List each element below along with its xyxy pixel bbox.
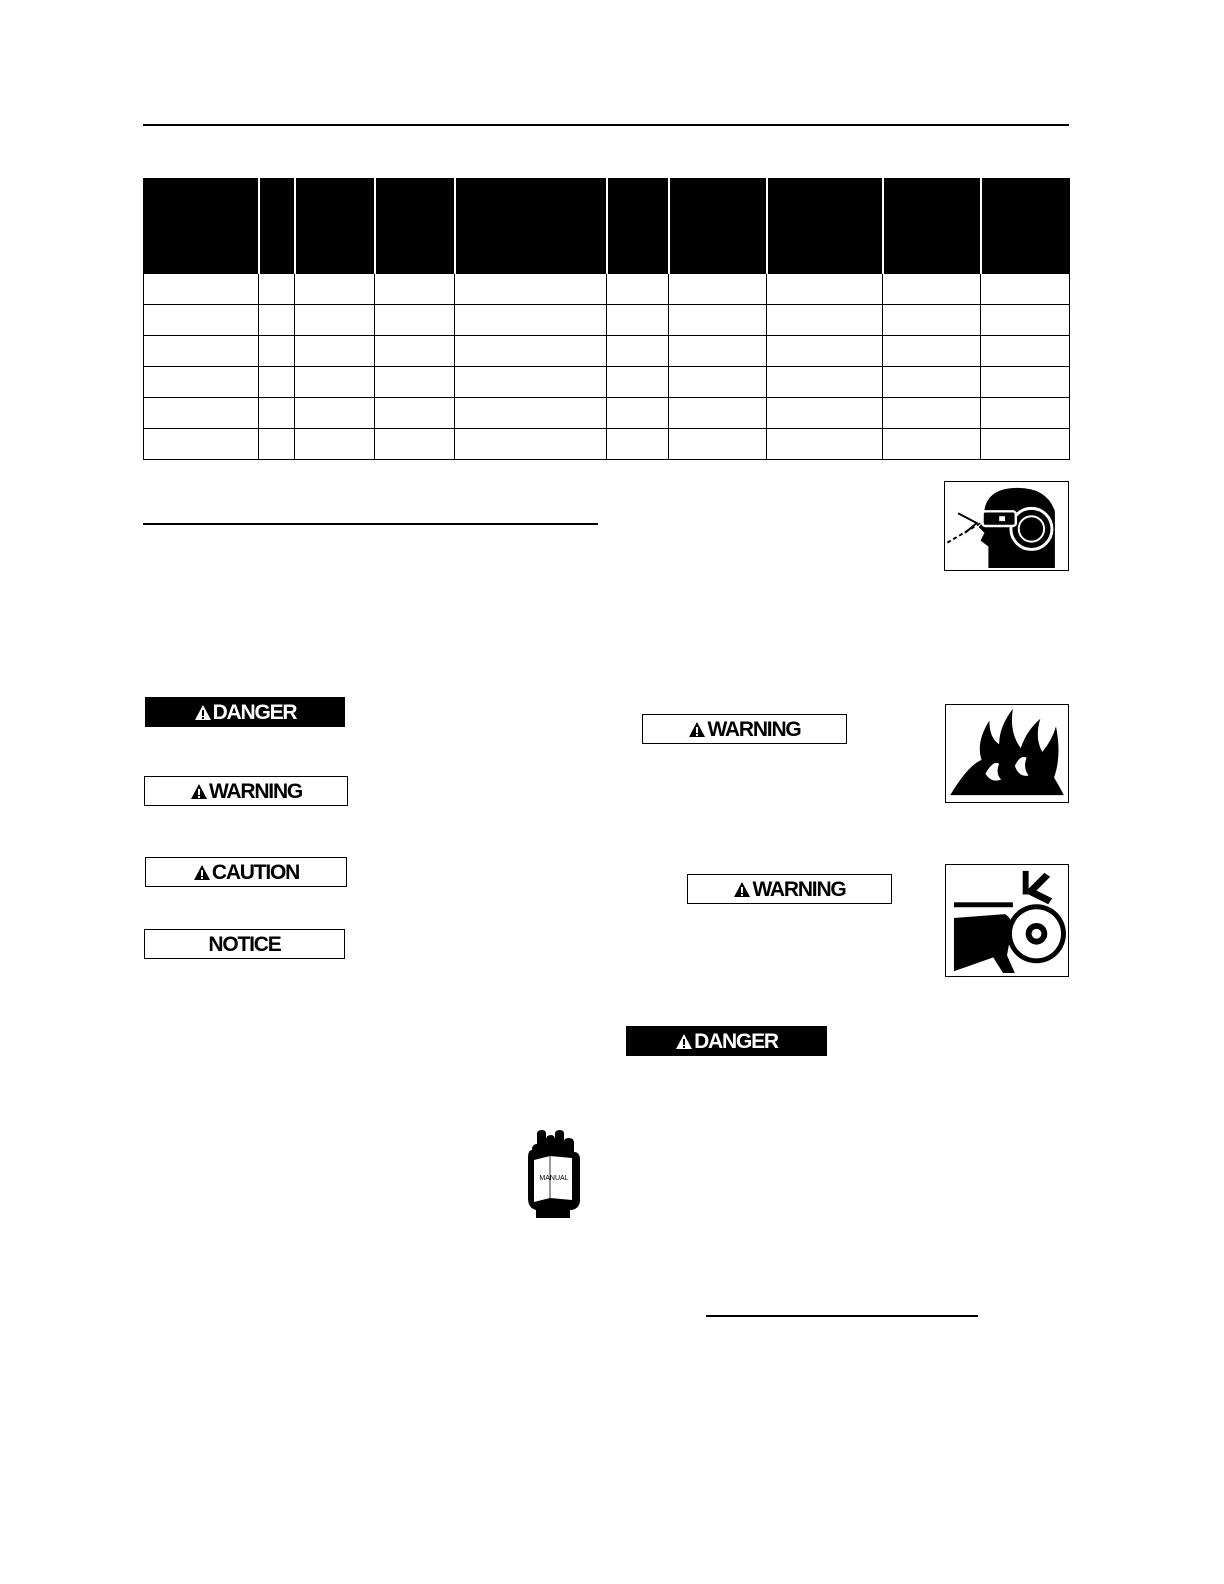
manual-icon-text: MANUAL [539, 1175, 569, 1182]
table-cell [455, 336, 607, 367]
table-cell [144, 398, 259, 429]
section-heading-underline [143, 523, 598, 525]
warning-label-text: WARNING [208, 779, 303, 803]
table-cell [883, 429, 981, 460]
table-cell [455, 367, 607, 398]
table-cell [669, 398, 767, 429]
warning-triangle-icon [733, 881, 751, 898]
section-underline-right [706, 1315, 978, 1317]
table-header-cell [295, 179, 375, 274]
table-cell [669, 274, 767, 305]
caution-label [145, 857, 347, 887]
table-row [144, 336, 1070, 367]
danger-label-text: DANGER [212, 700, 297, 724]
table-cell [883, 367, 981, 398]
table-row [144, 367, 1070, 398]
table-cell [259, 398, 295, 429]
table-cell [144, 367, 259, 398]
notice-label [144, 929, 345, 959]
table-cell [607, 367, 669, 398]
table-cell [607, 398, 669, 429]
table-cell [607, 274, 669, 305]
table-cell [259, 429, 295, 460]
table-cell [669, 305, 767, 336]
table-cell [455, 429, 607, 460]
warning-triangle-icon [675, 1033, 693, 1050]
table-cell [259, 305, 295, 336]
warning-triangle-icon [190, 783, 208, 800]
table-cell [883, 274, 981, 305]
danger-label [145, 697, 345, 727]
fire-hazard-icon [945, 704, 1069, 803]
table-cell [375, 336, 455, 367]
table-cell [295, 305, 375, 336]
table-cell [295, 429, 375, 460]
table-cell [295, 398, 375, 429]
table-cell [883, 336, 981, 367]
warning-triangle-icon [193, 864, 211, 881]
table-header-cell [259, 179, 295, 274]
table-header-cell [767, 179, 883, 274]
table-row [144, 305, 1070, 336]
table-cell [669, 336, 767, 367]
table-cell [144, 429, 259, 460]
eye-and-ear-protection-icon [944, 481, 1069, 571]
table-cell [455, 305, 607, 336]
table-cell [455, 274, 607, 305]
hand-entanglement-icon [945, 864, 1069, 977]
table-cell [981, 305, 1070, 336]
table-cell [375, 429, 455, 460]
table-cell [981, 274, 1070, 305]
header-rule [143, 124, 1069, 126]
table-cell [981, 336, 1070, 367]
table-row [144, 274, 1070, 305]
table-cell [883, 398, 981, 429]
notice-label-text: NOTICE [208, 932, 281, 956]
table-cell [259, 274, 295, 305]
specification-table [143, 178, 1070, 460]
table-cell [144, 305, 259, 336]
table-cell [767, 367, 883, 398]
table-cell [144, 336, 259, 367]
table-cell [981, 429, 1070, 460]
table-cell [981, 398, 1070, 429]
table-cell [767, 429, 883, 460]
danger-label-2 [626, 1026, 827, 1056]
table-cell [259, 367, 295, 398]
table-cell [295, 336, 375, 367]
table-cell [767, 274, 883, 305]
table-cell [295, 367, 375, 398]
table-cell [669, 367, 767, 398]
table-cell [375, 305, 455, 336]
table-cell [669, 429, 767, 460]
table-cell [883, 305, 981, 336]
table-header-cell [144, 179, 259, 274]
warning-triangle-icon [194, 704, 212, 721]
warning-triangle-icon [688, 721, 706, 738]
table-cell [607, 336, 669, 367]
warning-label-fire [642, 714, 847, 744]
table-row [144, 429, 1070, 460]
table-cell [981, 367, 1070, 398]
table-cell [767, 398, 883, 429]
table-cell [144, 274, 259, 305]
table-row [144, 398, 1070, 429]
danger-label-text: DANGER [694, 1029, 778, 1053]
table-cell [375, 274, 455, 305]
table-header-cell [375, 179, 455, 274]
table-header-cell [455, 179, 607, 274]
table-header-cell [669, 179, 767, 274]
table-header-cell [607, 179, 669, 274]
table-cell [259, 336, 295, 367]
table-cell [375, 398, 455, 429]
table-cell [375, 367, 455, 398]
table-cell [607, 305, 669, 336]
caution-label-text: CAUTION [211, 860, 300, 884]
table-header-cell [883, 179, 981, 274]
table-cell [607, 429, 669, 460]
table-header-row [144, 179, 1070, 274]
warning-label [144, 776, 348, 806]
table-cell [295, 274, 375, 305]
warning-label-text: WARNING [752, 877, 846, 901]
table-cell [455, 398, 607, 429]
table-cell [767, 305, 883, 336]
table-header-cell [981, 179, 1070, 274]
table-cell [767, 336, 883, 367]
warning-label-entanglement [687, 874, 892, 904]
warning-label-text: WARNING [707, 717, 801, 741]
